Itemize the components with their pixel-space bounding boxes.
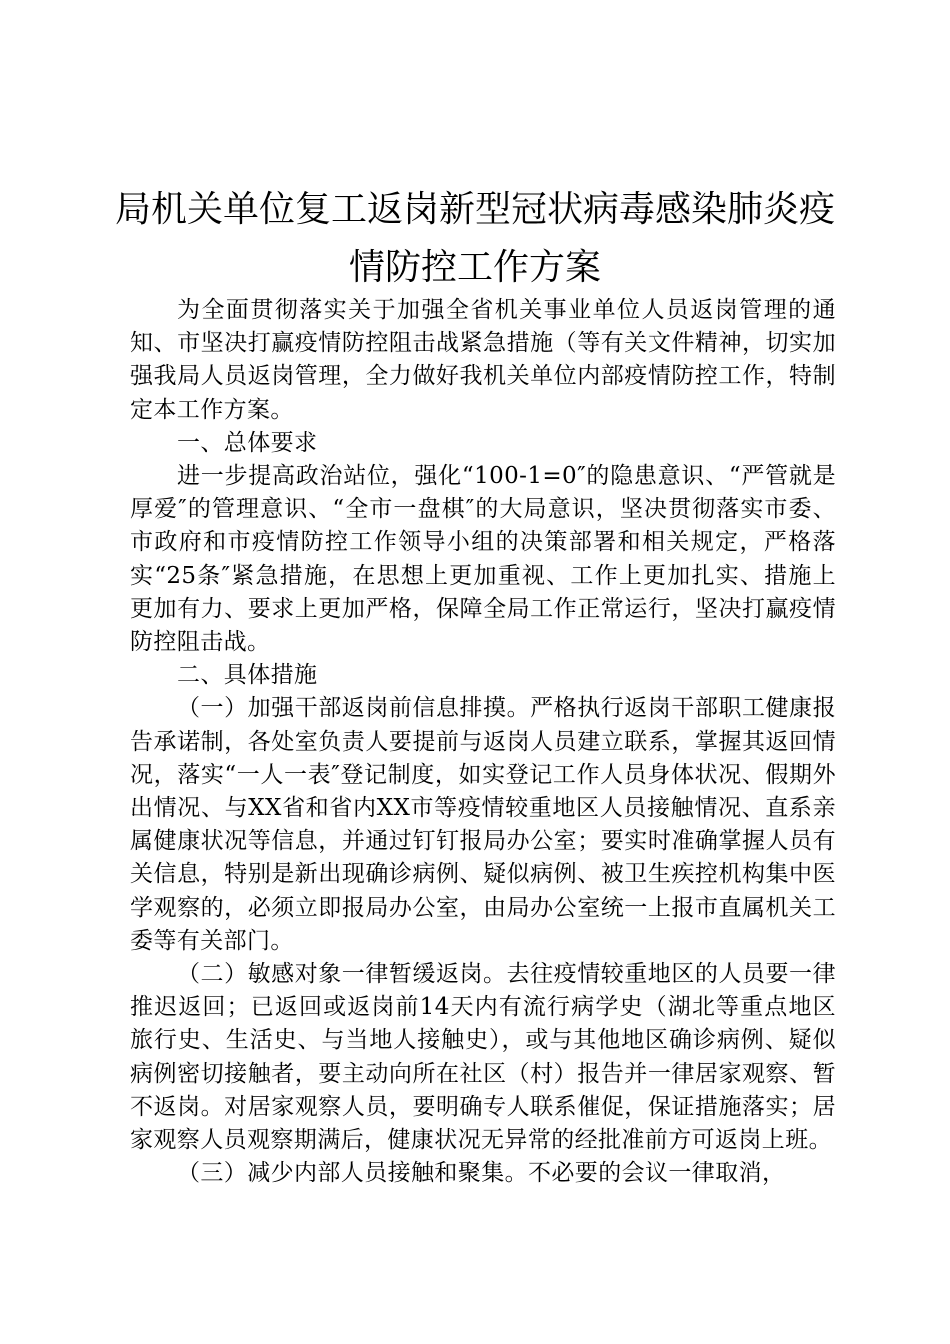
measure-3-paragraph: （三）减少内部人员接触和聚集。不必要的会议一律取消， — [177, 1160, 786, 1187]
general-requirements-paragraph: 进一步提高政治站位，强化“100-1=0″的隐患意识、“严管就是厚爱″的管理意识、“全市一盘棋″的大局意识，坚决贯彻落实市委、市政府和市疫情防控工作领导小组的决策部署和相关规定，严格落实“25条″紧急措施，在思想上更加重视、工作上更加扎实、措施上更加有力、要求上更加严格，保障全局工作正常运行，坚决打赢疫情防控阻击战。 — [130, 463, 836, 656]
measure-1-paragraph: （一）加强干部返岗前信息排摸。严格执行返岗干部职工健康报告承诺制，各处室负责人要提前与返岗人员建立联系，掌握其返回情况，落实“一人一表″登记制度，如实登记工作人员身体状况、假期外出情况、与XX省和省内XX市等疫情较重地区人员接触情况、直系亲属健康状况等信息，并通过钉钉报局办公室；要实时准确掌握人员有关信息，特别是新出现确诊病例、疑似病例、被卫生疾控机构集中医学观察的，必须立即报局办公室，由局办公室统一上报市直属机关工委等有关部门。 — [130, 695, 836, 954]
section-heading-specific-measures: 二、具体措施 — [177, 662, 318, 689]
document-title-line-1: 局机关单位复工返岗新型冠状病毒感染肺炎疫 — [114, 189, 835, 230]
section-heading-general-requirements: 一、总体要求 — [177, 429, 318, 456]
intro-paragraph: 为全面贯彻落实关于加强全省机关事业单位人员返岗管理的通知、市坚决打赢疫情防控阻击战紧急措施（等有关文件精神，切实加强我局人员返岗管理，全力做好我机关单位内部疫情防控工作，特制定本工作方案。 — [130, 297, 836, 423]
document-body — [130, 294, 836, 1190]
measure-2-paragraph: （二）敏感对象一律暂缓返岗。去往疫情较重地区的人员要一律推迟返回；已返回或返岗前14天内有流行病学史（湖北等重点地区旅行史、生活史、与当地人接触史），或与其他地区确诊病例、疑似病例密切接触者，要主动向所在社区（村）报告并一律居家观察、暂不返岗。对居家观察人员，要明确专人联系催促，保证措施落实；居家观察人员观察期满后，健康状况无异常的经批准前方可返岗上班。 — [130, 961, 836, 1154]
document-title-line-2: 情防控工作方案 — [348, 247, 601, 288]
